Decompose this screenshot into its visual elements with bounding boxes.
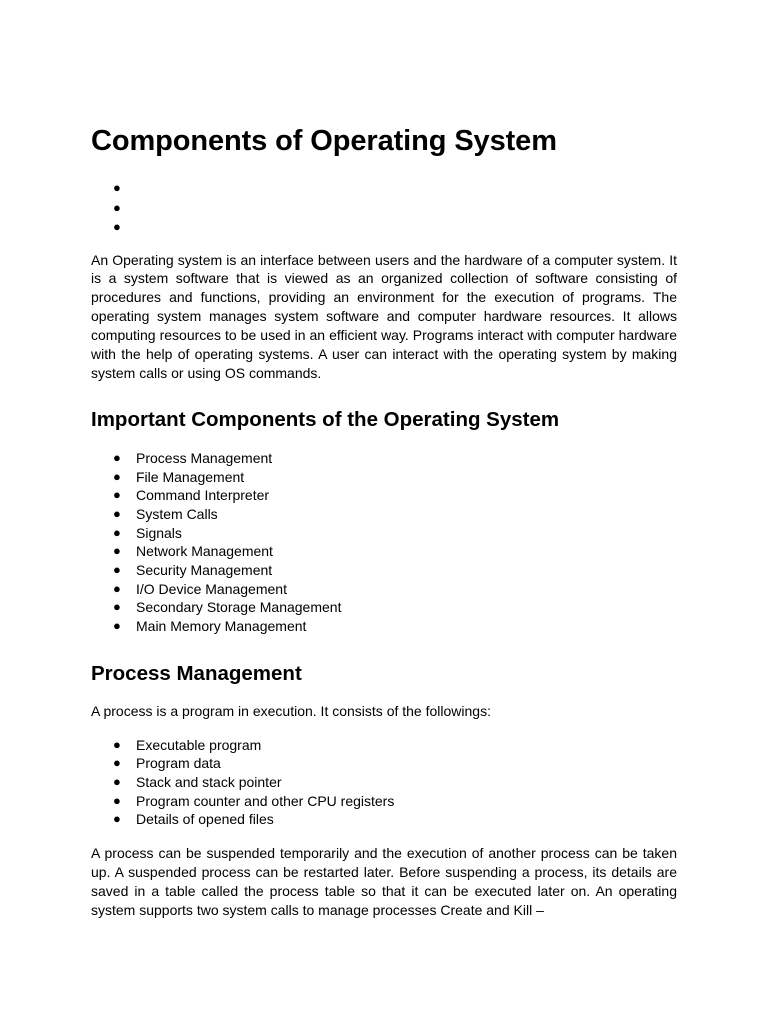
- list-item: ● Stack and stack pointer: [113, 774, 282, 790]
- bullet-icon: ●: [113, 811, 121, 827]
- empty-list-item: [91, 198, 677, 218]
- empty-list-item: [91, 217, 677, 237]
- list-item: ● Signals: [113, 524, 182, 541]
- bullet-icon: ●: [113, 618, 121, 634]
- list-item: ● Process Management: [113, 449, 273, 466]
- process-management-heading: Process Management: [91, 661, 302, 685]
- bullet-icon: ●: [113, 543, 121, 559]
- bullet-icon: ●: [113, 180, 121, 195]
- list-item: ● Security Management: [113, 561, 273, 578]
- process-components-list: [91, 736, 677, 829]
- bullet-icon: ●: [113, 449, 121, 465]
- bullet-icon: ●: [113, 487, 121, 503]
- empty-list-item: [91, 178, 677, 198]
- page-title: Components of Operating System: [91, 125, 557, 157]
- bullet-icon: ●: [113, 199, 121, 215]
- bullet-icon: ●: [113, 774, 121, 789]
- list-item: ● Main Memory Management: [113, 618, 307, 635]
- list-item: ● Command Interpreter: [113, 487, 270, 504]
- bullet-icon: ●: [113, 524, 121, 540]
- list-item: ● File Management: [113, 468, 245, 485]
- bullet-icon: ●: [113, 468, 121, 484]
- bullet-icon: ●: [113, 599, 121, 615]
- intro-paragraph: An Operating system is an interface between users and the hardware of a computer system. It is a system software that is viewed as an organized collection of software consisting of procedures and functions, providing an environment for the execution of programs. The operating system manages system software and computer hardware resources. It allows computing resources to be used in an efficient way. Programs interact with computer hardware with the help of operating systems. A user can interact with the operating system by making system calls or using OS commands.: [91, 251, 677, 381]
- process-paragraph: A process can be suspended temporarily and the execution of another process can be taken up. A suspended process can be restarted later. Before suspending a process, its details are saved in a table called the process table so that it can be executed later on. An operating system supports two system calls to manage processes Create and Kill –: [91, 845, 677, 918]
- important-components-heading: Important Components of the Operating System: [91, 407, 560, 431]
- list-item: ● Secondary Storage Management: [113, 599, 342, 616]
- process-intro: A process is a program in execution. It consists of the followings:: [91, 702, 491, 719]
- bullet-icon: ●: [113, 580, 121, 596]
- bullet-icon: ●: [113, 505, 121, 521]
- bullet-icon: ●: [113, 561, 121, 577]
- list-item: ● Details of opened files: [113, 811, 274, 828]
- list-item: ● Network Management: [113, 543, 273, 560]
- list-item: ● Program data: [113, 755, 221, 772]
- list-item: ● Executable program: [113, 736, 262, 753]
- empty-bullet-list: [91, 178, 677, 237]
- bullet-icon: ●: [113, 219, 121, 234]
- bullet-icon: ●: [113, 736, 121, 752]
- important-components-list: [91, 449, 677, 636]
- list-item: ● Program counter and other CPU registers: [113, 792, 395, 809]
- list-item: ● I/O Device Management: [113, 580, 287, 597]
- bullet-icon: ●: [113, 755, 121, 771]
- list-item: ● System Calls: [113, 505, 218, 522]
- document-content: [91, 122, 677, 920]
- bullet-icon: ●: [113, 792, 121, 808]
